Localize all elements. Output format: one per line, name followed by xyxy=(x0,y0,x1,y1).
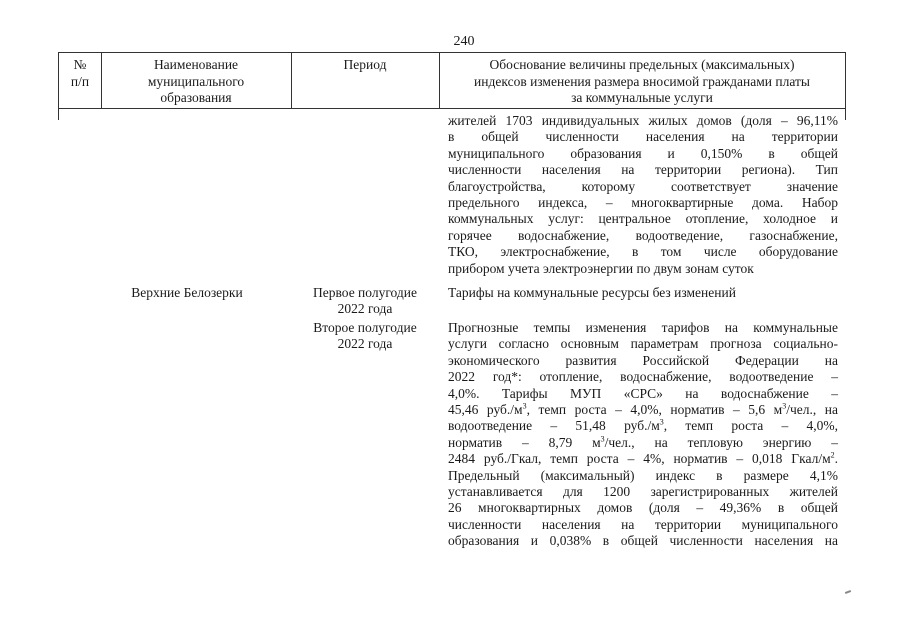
municipality-name: Верхние Белозерки xyxy=(131,285,243,300)
table-left-edge xyxy=(58,108,59,120)
scan-mark xyxy=(845,590,851,594)
table-right-edge xyxy=(845,108,846,120)
basis-first-half: Тарифы на коммунальные ресурсы без изменений xyxy=(448,285,736,300)
continued-basis-text: жителей 1703 индивидуальных жилых домов (доля – 96,11% в общей численности населения на территории муниципального образования и 0,150% в общей численности населения на территории региона). Тип благоустройства, которому соответствует значение предельного индекса, – многоквартирные дома. Набор коммунальных услуг: центральное отопление, холодное и горячее водоснабжение, водоотведение, газоснабжение, ТКО, электроснабжение, в том числе оборудование прибором учета электроэнергии по двум зонам суток xyxy=(448,113,838,276)
header-municipality: Наименование муниципального образования xyxy=(147,57,245,105)
table-header xyxy=(58,52,846,109)
period-second-half: Второе полугодие 2022 года xyxy=(313,320,417,352)
period-first-half: Первое полугодие 2022 года xyxy=(313,285,417,317)
page-number: 240 xyxy=(453,34,475,49)
header-number: № п/п xyxy=(70,57,90,89)
header-period: Период xyxy=(343,57,387,72)
basis-second-half: Прогнозные темпы изменения тарифов на коммунальные услуги согласно основным параметрам прогноза социально- экономического развития Российской Федерации на 2022 год*: отопление, водоснабжение, водоотведение – 4,0%. Тарифы МУП «СРС» на водоснабжение – 45,46 $руб./м^3$, темп роста – 4,0%, норматив – 5,6 $м^3$/чел., на водоотведение – 51,48 $руб./м^3$, темп роста – 4,0%, норматив – 8,79 $м^3$/чел., на тепловую энергию – 2484 руб./Гкал, темп роста – 4%, норматив – 0,018 Гкал/$м^2$. Предельный (максимальный) индекс в размере 4,1% устанавливается для 1200 зарегистрированных жителей 26 многоквартирных домов (доля – 49,36% в общей численности населения на территории муниципального образования и 0,038% в общей численности населения на xyxy=(448,320,839,549)
header-basis: Обоснование величины предельных (максимальных) индексов изменения размера вносимой гражданами платы за коммунальные услуги xyxy=(474,57,810,105)
